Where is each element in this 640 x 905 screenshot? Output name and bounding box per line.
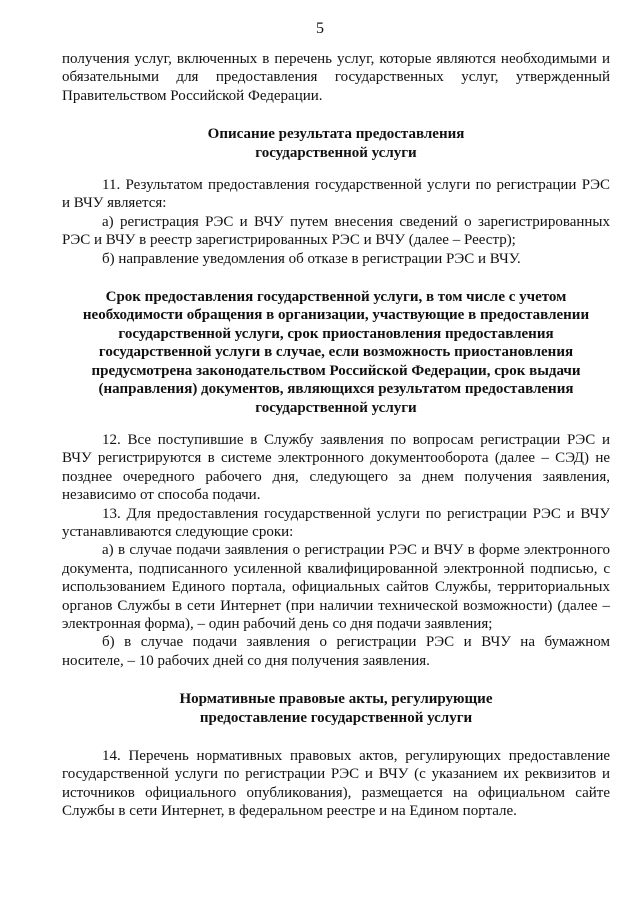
paragraph-13-item-b: б) в случае подачи заявления о регистрации РЭС и ВЧУ на бумажном носителе, – 10 рабочих дней со дня получения заявления. [62,634,610,669]
paragraph-12: 12. Все поступившие в Службу заявления по вопросам регистрации РЭС и ВЧУ регистрируются в системе электронного документооборота (далее – СЭД) не позднее очередного рабочего дня, следующего за днем получения заявления, независимо от способа подачи. [62,431,610,504]
page-number: 5 [316,20,324,37]
paragraph-13-item-a: а) в случае подачи заявления о регистрации РЭС и ВЧУ в форме электронного документа, подписанного усиленной квалифицированной электронной подписью, с использованием Единого портала, официальных сайтов Службы, территориальных органов Службы в сети Интернет (при наличии технической возможности) (далее – электронная форма), – один рабочий день со дня подачи заявления; [62,542,610,632]
section-heading-result-line1: Описание результата предоставления [207,126,465,143]
section-heading-acts-line2: предоставление государственной услуги [199,709,473,726]
section-heading-terms-line4: государственной услуги в случае, если возможность приостановления [98,344,574,361]
section-heading-terms-line2: необходимости обращения в организации, участвующие в предоставлении [82,307,590,324]
section-result [62,125,610,268]
paragraph-11-item-b: б) направление уведомления об отказе в регистрации РЭС и ВЧУ. [102,250,521,267]
section-terms [62,288,610,670]
section-heading-terms-line5: предусмотрена законодательством Российской Федерации, срок выдачи [91,362,581,379]
paragraph-11: 11. Результатом предоставления государственной услуги по регистрации РЭС и ВЧУ является: [62,177,610,212]
section-heading-terms-line6: (направления) документов, являющихся результатом предоставления [98,381,574,398]
section-acts [62,690,610,820]
section-heading-terms-line7: государственной услуги [255,399,417,416]
paragraph-11-item-a: а) регистрация РЭС и ВЧУ путем внесения сведений о зарегистрированных РЭС и ВЧУ в реестр зарегистрированных РЭС и ВЧУ (далее – Реестр); [62,213,610,249]
paragraph-13: 13. Для предоставления государственной услуги по регистрации РЭС и ВЧУ устанавливаются следующие сроки: [62,505,610,540]
section-heading-result-line2: государственной услуги [255,144,417,161]
section-heading-terms-line3: государственной услуги, срок приостановления предоставления [118,325,554,342]
section-heading-terms-line1: Срок предоставления государственной услуги, в том числе с учетом [105,289,567,306]
page-content [62,50,610,821]
paragraph-14: 14. Перечень нормативных правовых актов, регулирующих предоставление государственной услуги по регистрации РЭС и ВЧУ (с указанием их реквизитов и источников официального опубликования), размещается на официальном сайте Службы в сети Интернет, в федеральном реестре и на Едином портале. [62,748,610,820]
intro-paragraph: получения услуг, включенных в перечень услуг, которые являются необходимыми и обязательными для предоставления государственных услуг, утвержденный Правительством Российской Федерации. [62,51,610,104]
section-heading-acts-line1: Нормативные правовые акты, регулирующие [179,691,493,708]
